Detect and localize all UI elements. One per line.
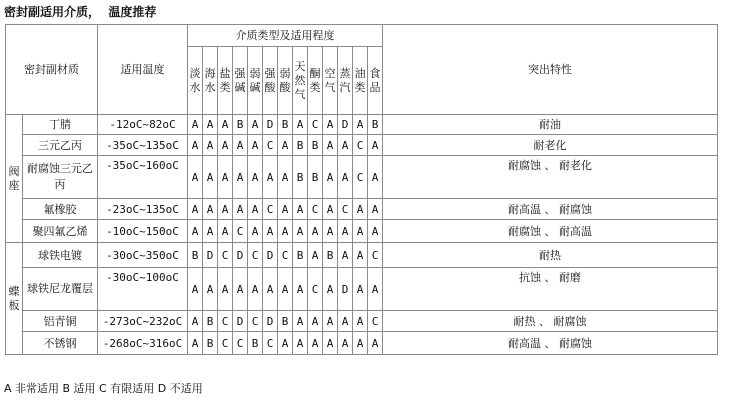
- grade-cell: A: [233, 199, 248, 220]
- grade-cell: A: [353, 332, 368, 355]
- grade-cell: A: [218, 199, 233, 220]
- grade-cell: B: [293, 243, 308, 268]
- grade-cell: A: [293, 268, 308, 311]
- grade-cell: A: [368, 135, 383, 156]
- grade-cell: B: [188, 243, 203, 268]
- grade-cell: C: [308, 115, 323, 135]
- grade-cell: A: [353, 243, 368, 268]
- grade-cell: D: [338, 268, 353, 311]
- grade-cell: C: [263, 135, 278, 156]
- grade-cell: C: [308, 268, 323, 311]
- media-header-label: 蒸汽: [339, 66, 351, 94]
- grade-cell: C: [368, 311, 383, 332]
- table-row: [6, 220, 718, 243]
- media-header: [203, 47, 218, 115]
- material-cell: 丁腈: [23, 115, 98, 135]
- grade-cell: A: [188, 199, 203, 220]
- table-row: [6, 115, 718, 135]
- table-row: [6, 156, 718, 199]
- grade-cell: A: [278, 199, 293, 220]
- grade-cell: A: [353, 311, 368, 332]
- grade-cell: A: [323, 199, 338, 220]
- temperature-cell: -35oC~135oC: [98, 135, 188, 156]
- temperature-cell: -30oC~100oC: [98, 268, 188, 311]
- media-header: [353, 47, 368, 115]
- grade-cell: B: [248, 332, 263, 355]
- media-header: [323, 47, 338, 115]
- grade-cell: B: [233, 115, 248, 135]
- grade-cell: B: [278, 115, 293, 135]
- media-header: [233, 47, 248, 115]
- grade-cell: B: [323, 243, 338, 268]
- grade-cell: A: [278, 268, 293, 311]
- grade-cell: A: [368, 268, 383, 311]
- grade-cell: A: [338, 243, 353, 268]
- media-header: [368, 47, 383, 115]
- grade-cell: C: [248, 243, 263, 268]
- grade-cell: A: [338, 220, 353, 243]
- grade-cell: B: [293, 135, 308, 156]
- section-label: [6, 243, 23, 355]
- grade-cell: A: [338, 311, 353, 332]
- grade-cell: D: [233, 243, 248, 268]
- grade-cell: A: [338, 135, 353, 156]
- grade-cell: B: [293, 156, 308, 199]
- grade-cell: A: [308, 243, 323, 268]
- grade-cell: D: [203, 243, 218, 268]
- grade-cell: A: [278, 220, 293, 243]
- grade-cell: A: [368, 332, 383, 355]
- header-temperature: 适用温度: [98, 25, 188, 115]
- media-header-label: 弱酸: [279, 66, 291, 94]
- grade-cell: A: [248, 220, 263, 243]
- grade-cell: C: [233, 220, 248, 243]
- grade-cell: A: [188, 220, 203, 243]
- grade-cell: A: [368, 156, 383, 199]
- temperature-cell: -273oC~232oC: [98, 311, 188, 332]
- grade-cell: D: [338, 115, 353, 135]
- feature-cell: 耐高温 、 耐腐蚀: [383, 332, 718, 355]
- grade-cell: A: [293, 332, 308, 355]
- grade-cell: A: [203, 199, 218, 220]
- grade-cell: A: [323, 268, 338, 311]
- media-header-label: 酮类: [309, 66, 321, 94]
- grade-cell: C: [338, 199, 353, 220]
- table-row: [6, 199, 718, 220]
- media-header: [338, 47, 353, 115]
- temperature-cell: -10oC~150oC: [98, 220, 188, 243]
- grade-cell: A: [248, 156, 263, 199]
- material-cell: 氟橡胶: [23, 199, 98, 220]
- grade-cell: A: [203, 135, 218, 156]
- grade-cell: C: [278, 243, 293, 268]
- grade-cell: A: [218, 220, 233, 243]
- grade-cell: A: [293, 115, 308, 135]
- media-header-label: 盐类: [219, 66, 231, 94]
- material-cell: 铝青铜: [23, 311, 98, 332]
- grade-cell: A: [248, 115, 263, 135]
- grade-cell: B: [308, 156, 323, 199]
- grade-cell: A: [308, 311, 323, 332]
- grade-cell: A: [338, 332, 353, 355]
- media-header-label: 油类: [354, 66, 366, 94]
- grade-cell: A: [308, 220, 323, 243]
- grade-cell: A: [188, 268, 203, 311]
- section-label: [6, 115, 23, 243]
- grade-cell: A: [323, 156, 338, 199]
- media-header-label: 弱碱: [249, 66, 261, 94]
- grade-cell: B: [308, 135, 323, 156]
- grade-cell: D: [263, 311, 278, 332]
- grade-cell: A: [323, 115, 338, 135]
- grade-cell: A: [218, 115, 233, 135]
- grade-cell: B: [278, 311, 293, 332]
- media-header-label: 天然气: [294, 59, 306, 101]
- grade-cell: C: [218, 243, 233, 268]
- legend: A 非常适用 B 适用 C 有限适用 D 不适用: [4, 382, 203, 395]
- grade-cell: B: [203, 332, 218, 355]
- grade-cell: A: [188, 332, 203, 355]
- material-cell: 三元乙丙: [23, 135, 98, 156]
- grade-cell: D: [263, 115, 278, 135]
- grade-cell: A: [218, 156, 233, 199]
- section-label-text: 蝶板: [8, 284, 20, 312]
- feature-cell: 耐高温 、 耐腐蚀: [383, 199, 718, 220]
- grade-cell: A: [218, 135, 233, 156]
- media-header-label: 强酸: [264, 66, 276, 94]
- grade-cell: A: [203, 156, 218, 199]
- feature-cell: 抗蚀 、 耐磨: [383, 268, 718, 311]
- feature-cell: 耐油: [383, 115, 718, 135]
- grade-cell: A: [248, 268, 263, 311]
- header-material: 密封副材质: [6, 25, 98, 115]
- grade-cell: A: [188, 156, 203, 199]
- table-body: [6, 115, 718, 355]
- grade-cell: A: [278, 135, 293, 156]
- grade-cell: C: [263, 332, 278, 355]
- temperature-cell: -268oC~316oC: [98, 332, 188, 355]
- grade-cell: A: [368, 220, 383, 243]
- temperature-cell: -12oC~82oC: [98, 115, 188, 135]
- grade-cell: A: [353, 220, 368, 243]
- grade-cell: A: [278, 156, 293, 199]
- feature-cell: 耐热 、 耐腐蚀: [383, 311, 718, 332]
- table-row: [6, 135, 718, 156]
- temperature-cell: -30oC~350oC: [98, 243, 188, 268]
- grade-cell: A: [203, 115, 218, 135]
- feature-cell: 耐腐蚀 、 耐老化: [383, 156, 718, 199]
- feature-cell: 耐热: [383, 243, 718, 268]
- media-header: [218, 47, 233, 115]
- media-header-label: 海水: [204, 66, 216, 94]
- grade-cell: A: [353, 268, 368, 311]
- grade-cell: C: [353, 135, 368, 156]
- grade-cell: A: [263, 220, 278, 243]
- grade-cell: A: [293, 311, 308, 332]
- grade-cell: C: [368, 243, 383, 268]
- feature-cell: 耐老化: [383, 135, 718, 156]
- grade-cell: A: [218, 268, 233, 311]
- page-title: 密封副适用介质， 温度推荐: [4, 5, 157, 19]
- table-row: [6, 332, 718, 355]
- grade-cell: A: [323, 135, 338, 156]
- media-header: [248, 47, 263, 115]
- table-row: [6, 243, 718, 268]
- grade-cell: A: [293, 220, 308, 243]
- temperature-cell: -23oC~135oC: [98, 199, 188, 220]
- grade-cell: C: [248, 311, 263, 332]
- grade-cell: C: [263, 199, 278, 220]
- media-header-label: 强碱: [234, 66, 246, 94]
- media-header: [308, 47, 323, 115]
- header-media-group: 介质类型及适用程度: [188, 25, 383, 47]
- media-header: [293, 47, 308, 115]
- grade-cell: A: [353, 199, 368, 220]
- grade-cell: A: [203, 220, 218, 243]
- grade-cell: C: [218, 311, 233, 332]
- grade-cell: A: [323, 311, 338, 332]
- grade-cell: A: [263, 268, 278, 311]
- grade-cell: C: [218, 332, 233, 355]
- grade-cell: C: [353, 156, 368, 199]
- temperature-cell: -35oC~160oC: [98, 156, 188, 199]
- grade-cell: B: [203, 311, 218, 332]
- media-header: [278, 47, 293, 115]
- grade-cell: A: [233, 268, 248, 311]
- grade-cell: A: [233, 135, 248, 156]
- material-cell: [23, 268, 98, 311]
- grade-cell: A: [188, 135, 203, 156]
- grade-cell: A: [188, 115, 203, 135]
- grade-cell: C: [233, 332, 248, 355]
- material-text: 球铁尼龙覆层: [27, 282, 93, 295]
- grade-cell: D: [263, 243, 278, 268]
- grade-cell: A: [248, 135, 263, 156]
- grade-cell: A: [323, 332, 338, 355]
- material-cell: 球铁电镀: [23, 243, 98, 268]
- grade-cell: C: [308, 199, 323, 220]
- material-cell: 聚四氟乙烯: [23, 220, 98, 243]
- material-cell: 不锈钢: [23, 332, 98, 355]
- medium-temperature-table: [5, 24, 718, 355]
- table-row: [6, 311, 718, 332]
- media-header-label: 空气: [324, 66, 336, 94]
- grade-cell: D: [233, 311, 248, 332]
- grade-cell: A: [248, 199, 263, 220]
- grade-cell: B: [368, 115, 383, 135]
- media-header: [188, 47, 203, 115]
- grade-cell: A: [308, 332, 323, 355]
- material-text: 耐腐蚀三元乙丙: [27, 162, 93, 191]
- grade-cell: A: [338, 156, 353, 199]
- section-label-text: 阀座: [8, 164, 20, 192]
- grade-cell: A: [278, 332, 293, 355]
- table-row: [6, 268, 718, 311]
- grade-cell: A: [323, 220, 338, 243]
- material-cell: [23, 156, 98, 199]
- grade-cell: A: [368, 199, 383, 220]
- header-feature: 突出特性: [383, 25, 718, 115]
- grade-cell: A: [293, 199, 308, 220]
- grade-cell: A: [353, 115, 368, 135]
- grade-cell: A: [263, 156, 278, 199]
- grade-cell: A: [203, 268, 218, 311]
- feature-cell: 耐腐蚀 、 耐高温: [383, 220, 718, 243]
- media-header-label: 淡水: [189, 66, 201, 94]
- media-header: [263, 47, 278, 115]
- media-header-label: 食品: [369, 66, 381, 94]
- grade-cell: A: [233, 156, 248, 199]
- grade-cell: A: [188, 311, 203, 332]
